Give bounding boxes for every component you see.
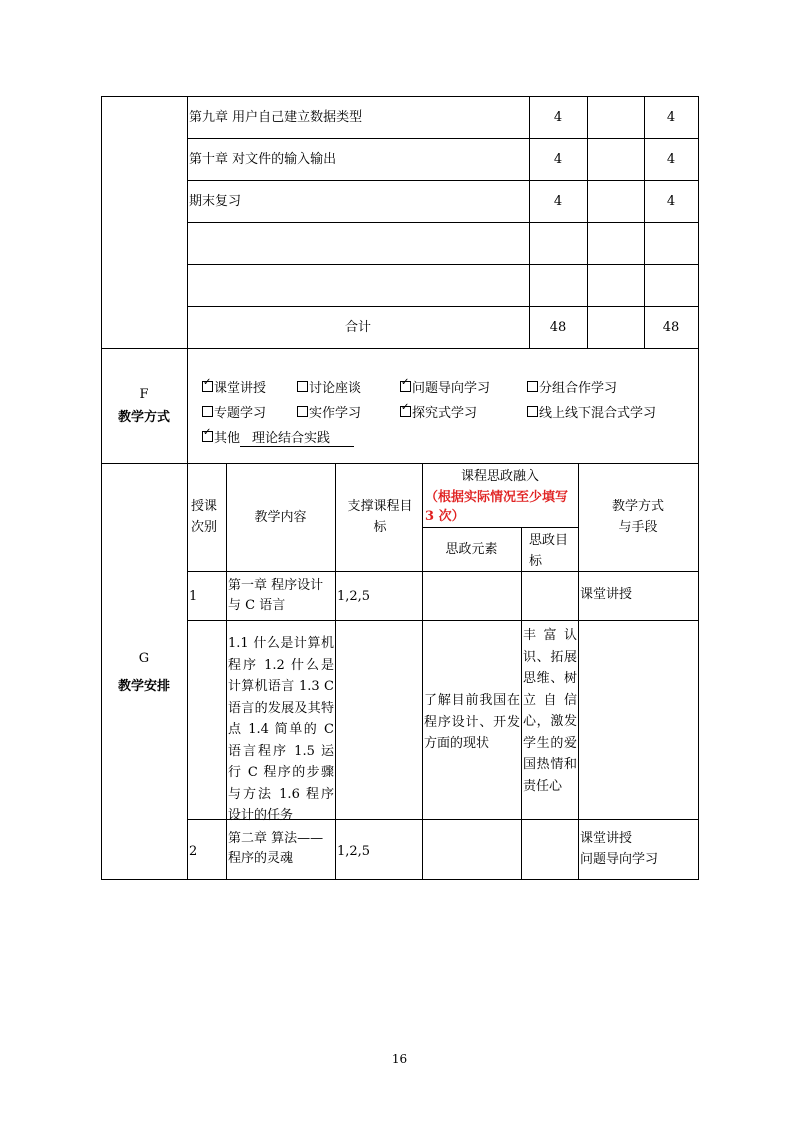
row-objective: 1,2,5: [337, 589, 371, 604]
chapter-hours-a: 4: [553, 152, 563, 167]
checkbox-empty-icon[interactable]: [527, 406, 538, 417]
chapter-content: 第九章 用户自己建立数据类型: [189, 110, 363, 125]
checkbox-checked-icon[interactable]: [400, 381, 411, 392]
checkbox-checked-icon[interactable]: [202, 381, 213, 392]
option-discussion[interactable]: 讨论座谈: [297, 381, 361, 395]
checkbox-empty-icon[interactable]: [297, 381, 308, 392]
option-topic-study[interactable]: 专题学习: [202, 406, 266, 420]
header-method-line2: 与手段: [618, 520, 658, 535]
row-objective: 1,2,5: [337, 844, 371, 859]
row-goal: 丰富认识、拓展思维、树立自信心，激发学生的爱国热情和责任心: [523, 628, 577, 794]
row-content: 1.1 什么是计算机程序 1.2 什么是计算机语言 1.3 C 语言的发展及其特点 1.4 简单的 C 语言程序 1.5 运行 C 程序的步骤与方法 1.6 程序设计的任务: [228, 636, 334, 823]
option-group-cooperation[interactable]: 分组合作学习: [527, 381, 617, 395]
section-f-letter: F: [139, 387, 149, 402]
total-label: 合计: [344, 320, 371, 335]
header-objective: 支撑课程目标: [347, 499, 413, 535]
checkbox-checked-icon[interactable]: [202, 431, 213, 442]
option-blended[interactable]: 线上线下混合式学习: [527, 406, 656, 420]
section-g-title: 教学安排: [117, 679, 170, 694]
header-goal: 思政目标: [529, 533, 569, 569]
total-hours-a: 48: [549, 320, 567, 335]
row-method-2: 问题导向学习: [580, 852, 659, 867]
chapter-hours-a: 4: [553, 110, 563, 125]
row-method: 课堂讲授: [580, 831, 633, 846]
checkbox-empty-icon[interactable]: [297, 406, 308, 417]
header-content: 教学内容: [254, 510, 307, 525]
row-element: 了解目前我国在程序设计、开发方面的现状: [424, 693, 520, 751]
option-problem-based[interactable]: ✓ 问题导向学习: [400, 381, 490, 395]
page-number: 16: [391, 1052, 408, 1066]
row-session: 1: [189, 589, 198, 604]
header-method-line1: 教学方式: [611, 499, 664, 514]
chapter-hours-a: 4: [553, 194, 563, 209]
checkbox-empty-icon[interactable]: [527, 381, 538, 392]
row-content: 第一章 程序设计与 C 语言: [228, 578, 324, 613]
total-hours-c: 48: [662, 320, 680, 335]
header-session: 授课次别: [191, 499, 218, 535]
header-ideology-note: （根据实际情况至少填写 3 次）: [425, 490, 569, 524]
chapter-hours-c: 4: [666, 194, 676, 209]
chapter-content: 期末复习: [189, 194, 242, 209]
chapter-hours-c: 4: [666, 110, 676, 125]
section-g-letter: G: [138, 651, 150, 666]
chapter-content: 第十章 对文件的输入输出: [189, 152, 337, 167]
option-practical[interactable]: 实作学习: [297, 406, 361, 420]
option-other-value: 理论结合实践: [240, 432, 354, 447]
checkbox-empty-icon[interactable]: [202, 406, 213, 417]
option-inquiry[interactable]: ✓ 探究式学习: [400, 406, 477, 420]
header-ideology: 课程思政融入: [460, 469, 539, 484]
row-session: 2: [189, 844, 198, 859]
row-content: 第二章 算法——程序的灵魂: [228, 831, 324, 866]
option-other[interactable]: ✓其他 理论结合实践: [202, 431, 354, 447]
chapter-hours-c: 4: [666, 152, 676, 167]
row-method: 课堂讲授: [580, 587, 633, 602]
header-element: 思政元素: [445, 542, 498, 557]
section-f-title: 教学方式: [117, 410, 170, 425]
checkbox-checked-icon[interactable]: [400, 406, 411, 417]
option-lecture[interactable]: ✓课堂讲授: [202, 381, 266, 395]
